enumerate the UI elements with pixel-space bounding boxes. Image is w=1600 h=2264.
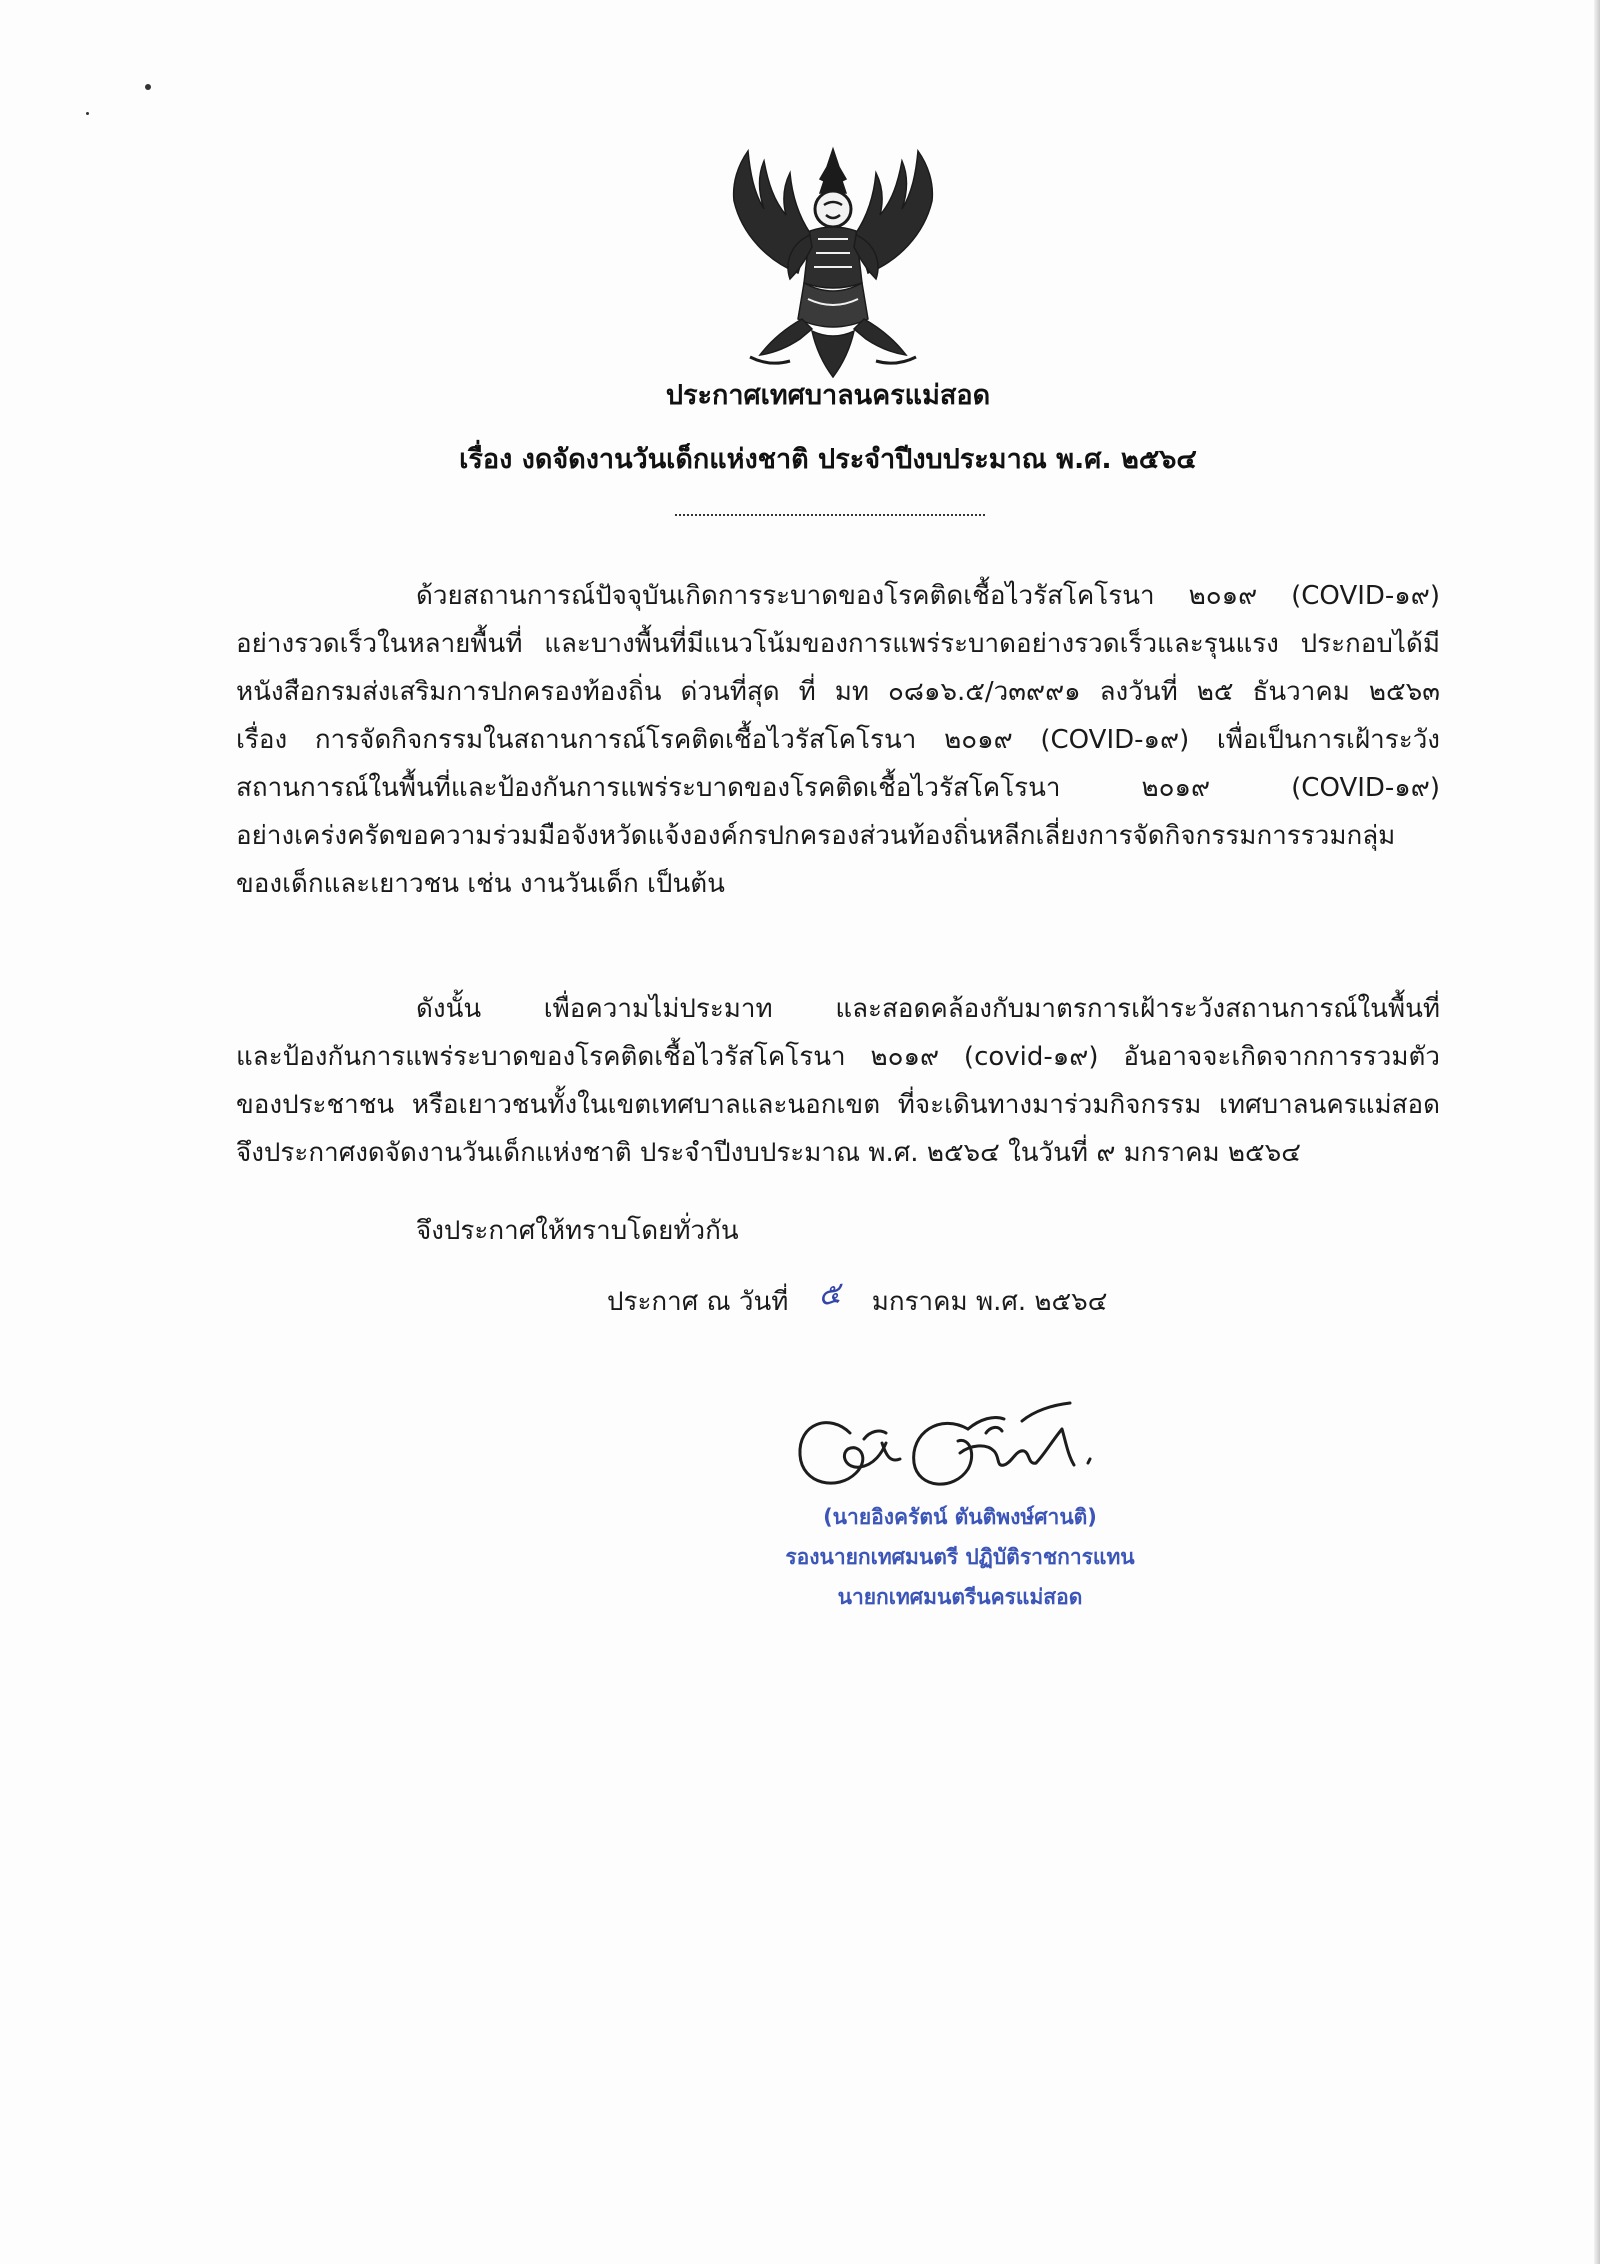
signatory-name: (นายอิงครัตน์ ตันติพงษ์ศานติ) bbox=[823, 1505, 1097, 1529]
paragraph-line: ของเด็กและเยาวชน เช่น งานวันเด็ก เป็นต้น bbox=[236, 869, 725, 899]
paragraph-line: อย่างเคร่งครัดขอความร่วมมือจังหวัดแจ้งองค์กรปกครองส่วนท้องถิ่นหลีกเลี่ยงการจัดกิจกรรมการรวมกลุ่ม bbox=[236, 821, 1396, 851]
date-month-year: มกราคม พ.ศ. ๒๕๖๔ bbox=[871, 1287, 1108, 1317]
signatory-organization: นายกเทศมนตรีนครแม่สอด bbox=[837, 1585, 1083, 1609]
date-prefix: ประกาศ ณ วันที่ bbox=[607, 1287, 789, 1317]
signatory-position: รองนายกเทศมนตรี ปฏิบัติราชการแทน bbox=[785, 1545, 1135, 1569]
handwritten-signature-icon bbox=[790, 1393, 1170, 1503]
paragraph-line: ของประชาชน หรือเยาวชนทั้งในเขตเทศบาลและนอกเขต ที่จะเดินทางมาร่วมกิจกรรม เทศบาลนครแม่สอด bbox=[236, 1090, 1440, 1120]
paragraph-line: จึงประกาศงดจัดงานวันเด็กแห่งชาติ ประจำปีงบประมาณ พ.ศ. ๒๕๖๔ ในวันที่ ๙ มกราคม ๒๕๖๔ bbox=[236, 1138, 1301, 1168]
scan-speck bbox=[145, 84, 151, 90]
document-title: ประกาศเทศบาลนครแม่สอด bbox=[665, 380, 991, 411]
paragraph-line: อย่างรวดเร็วในหลายพื้นที่ และบางพื้นที่มีแนวโน้มของการแพร่ระบาดอย่างรวดเร็วและรุนแรง ประกอบได้มี bbox=[236, 629, 1440, 659]
scan-speck bbox=[86, 112, 89, 115]
paragraph-line: ด้วยสถานการณ์ปัจจุบันเกิดการระบาดของโรคติดเชื้อไวรัสโคโรนา ๒๐๑๙ (COVID-๑๙) bbox=[416, 581, 1440, 611]
handwritten-day: ๕ bbox=[815, 1275, 843, 1314]
garuda-emblem-icon bbox=[728, 143, 938, 379]
paragraph-line: เรื่อง การจัดกิจกรรมในสถานการณ์โรคติดเชื้อไวรัสโคโรนา ๒๐๑๙ (COVID-๑๙) เพื่อเป็นการเฝ้าระวัง bbox=[236, 725, 1440, 755]
title-separator bbox=[675, 504, 985, 516]
page-edge bbox=[1594, 0, 1600, 2264]
paragraph-line: และป้องกันการแพร่ระบาดของโรคติดเชื้อไวรัสโคโรนา ๒๐๑๙ (covid-๑๙) อันอาจจะเกิดจากการรวมตัว bbox=[236, 1042, 1440, 1072]
announcement-date bbox=[607, 1277, 1107, 1326]
document-subject: เรื่อง งดจัดงานวันเด็กแห่งชาติ ประจำปีงบประมาณ พ.ศ. ๒๕๖๔ bbox=[459, 444, 1197, 475]
body-paragraph-2 bbox=[236, 985, 1440, 1177]
paragraph-line: หนังสือกรมส่งเสริมการปกครองท้องถิ่น ด่วนที่สุด ที่ มท ๐๘๑๖.๕/ว๓๙๙๑ ลงวันที่ ๒๕ ธันวาคม ๒๕๖๓ bbox=[236, 677, 1440, 707]
paragraph-line: ดังนั้น เพื่อความไม่ประมาท และสอดคล้องกับมาตรการเฝ้าระวังสถานการณ์ในพื้นที่ bbox=[416, 994, 1440, 1024]
paragraph-line: สถานการณ์ในพื้นที่และป้องกันการแพร่ระบาดของโรคติดเชื้อไวรัสโคโรนา ๒๐๑๙ (COVID-๑๙) bbox=[236, 773, 1440, 803]
closing-statement: จึงประกาศให้ทราบโดยทั่วกัน bbox=[416, 1216, 739, 1246]
body-paragraph-1 bbox=[236, 572, 1440, 908]
